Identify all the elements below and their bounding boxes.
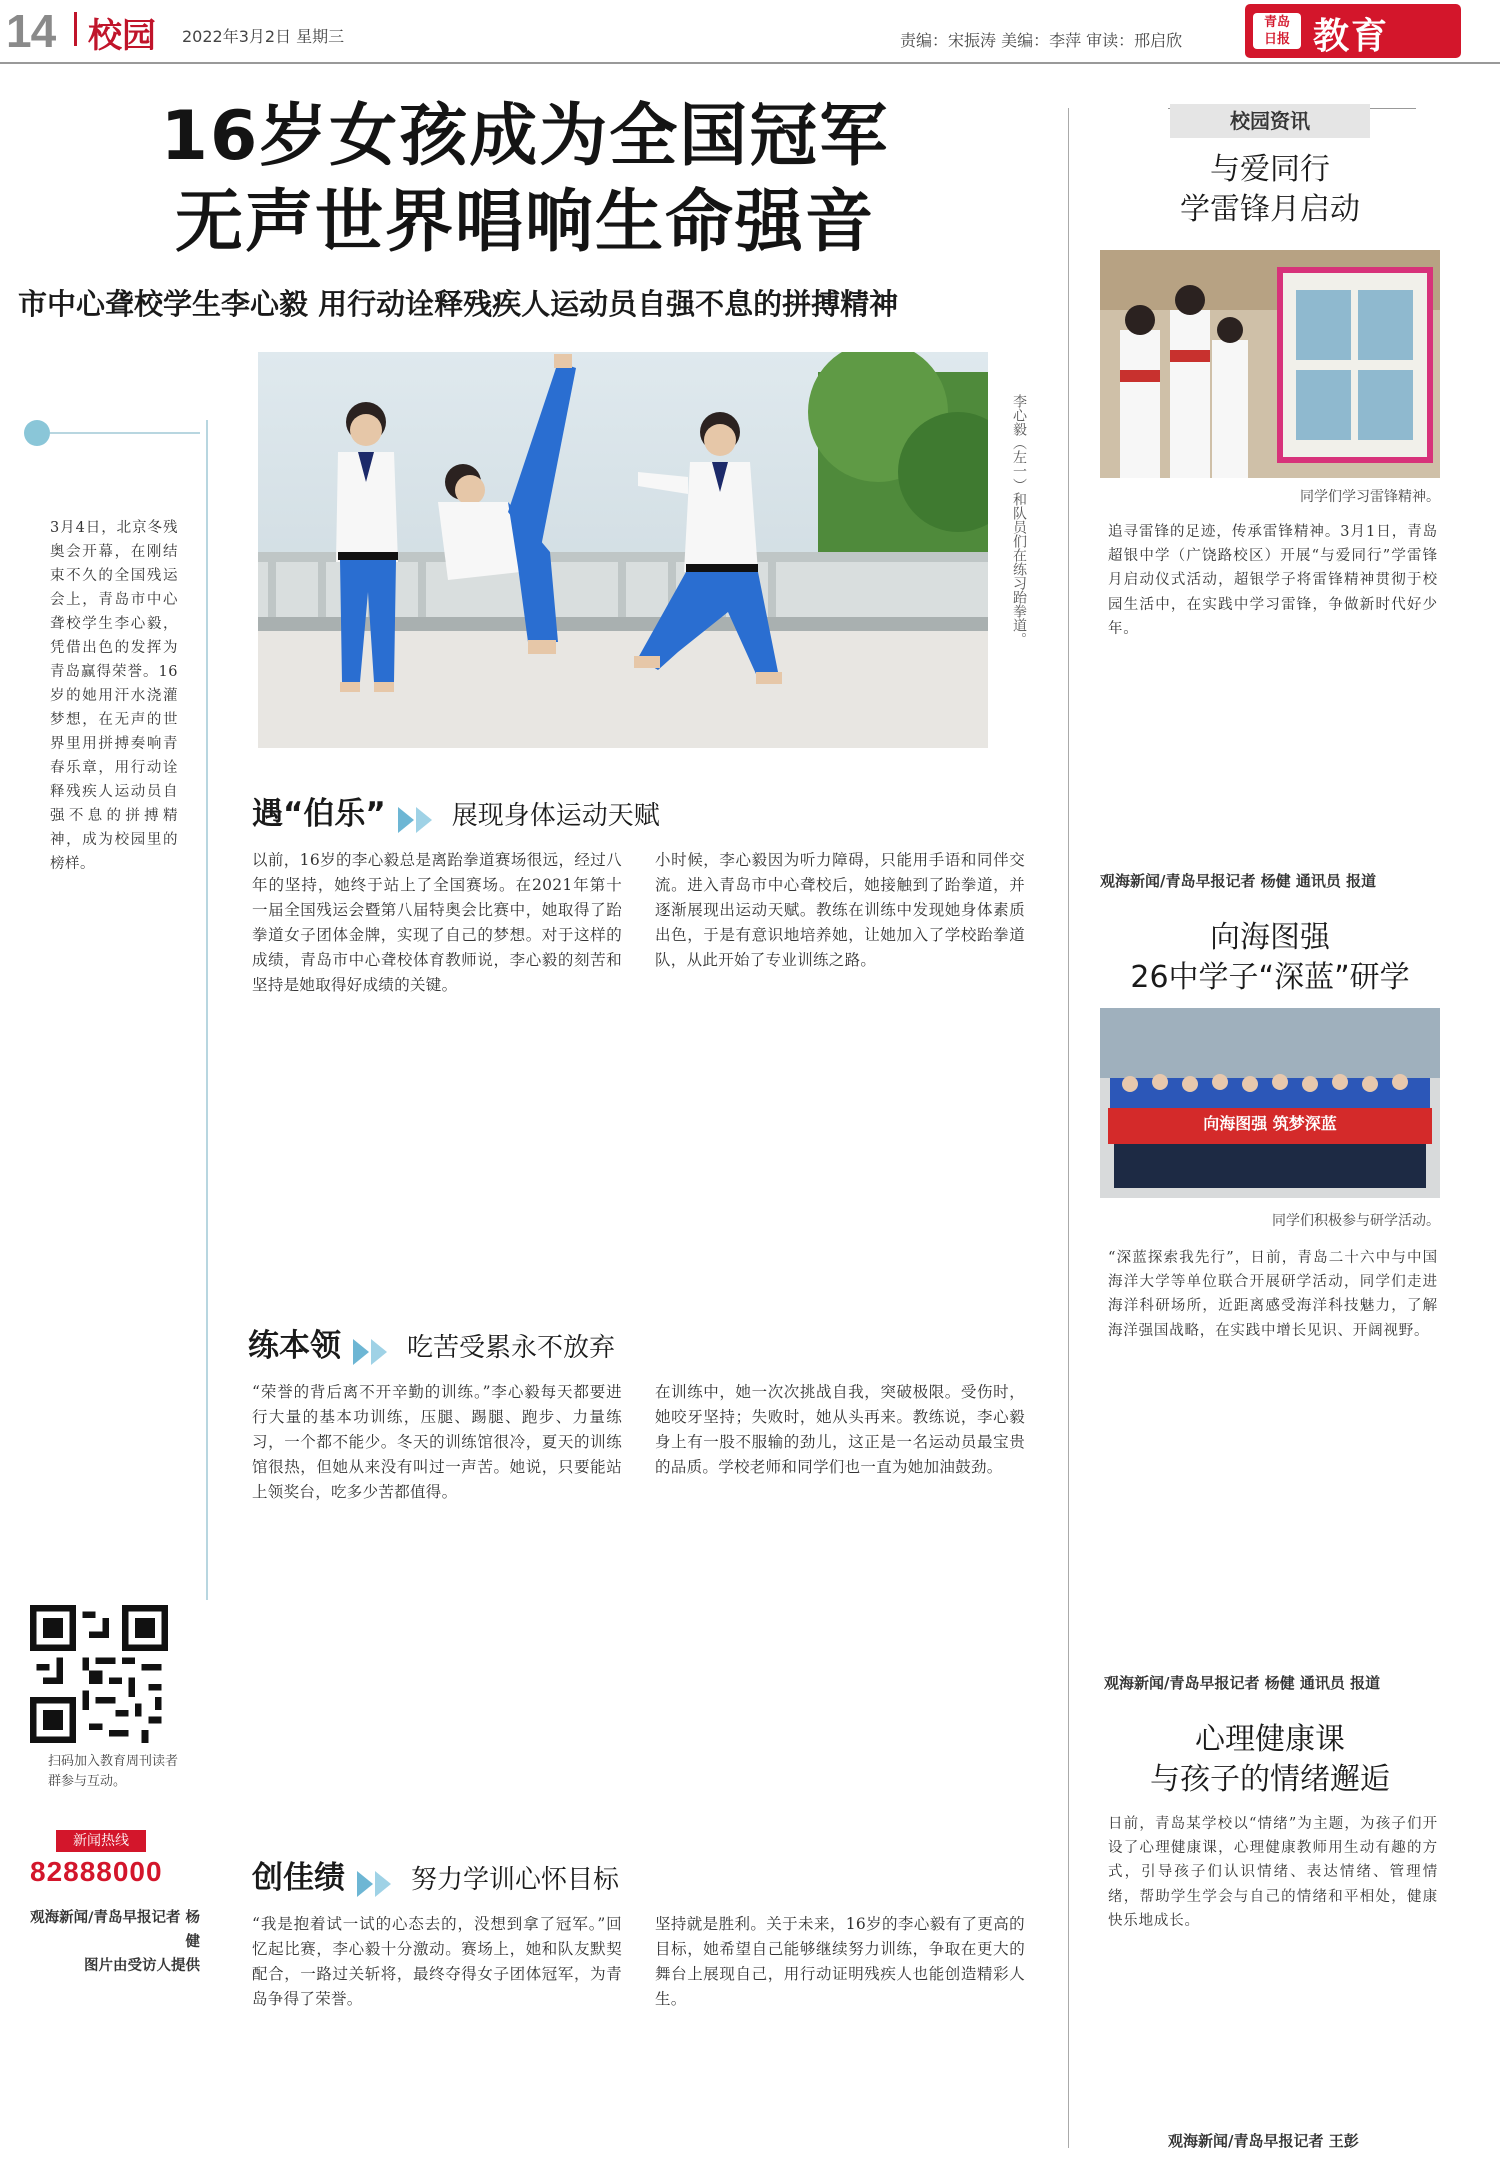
taekwondo-photo [258,352,988,748]
section-2-column-1: “荣誉的背后离不开辛勤的训练。”李心毅每天都要进行大量的基本功训练，压腿、踢腿、跑步、力量练习，一个都不能少。冬天的训练馆很冷，夏天的训练馆很热，但她从来没有叫过一声苦。她说，只要能站上领奖台，吃多少苦都值得。 [252,1383,622,1501]
section-heading-3 [252,1852,619,1899]
main-photo-caption: 李心毅（左一）和队员们在练习跆拳道。 [1011,394,1027,646]
brand-title: 教育 [1313,15,1390,57]
page-header [0,0,1500,62]
story-1-photo-caption: 同学们学习雷锋精神。 [1300,489,1440,505]
section-3-column-1: “我是抱着试一试的心态去的，没想到拿了冠军。”回忆起比赛，李心毅十分激动。赛场上，她和队友默契配合，一路过关斩将，最终夺得女子团体冠军，为青岛争得了荣誉。 [252,1915,622,2008]
header-rule [0,62,1500,64]
brand-badge [1245,4,1461,58]
section-name: 校园 [88,16,156,56]
reporter-credit: 观海新闻/青岛早报记者 杨健 图片由受访人提供 [30,1910,200,1974]
story-3-title: 心理健康课 与孩子的情绪邂逅 [1150,1722,1390,1797]
section-subtitle: 努力学训心怀目标 [411,1865,620,1895]
story-2-credit: 观海新闻/青岛早报记者 杨健 通讯员 报道 [1104,1674,1381,1692]
section-title: 创佳绩 [252,1860,345,1896]
double-arrow-icon [351,1337,395,1367]
page-number: 14 [6,5,56,57]
story-1-title: 与爱同行 学雷锋月启动 [1180,152,1360,227]
hotline-label: 新闻热线 [56,1830,146,1852]
story-2-text: “深蓝探索我先行”，日前，青岛二十六中与中国海洋大学等单位联合开展研学活动，同学们走进海洋科研场所，近距离感受海洋科技魅力，了解海洋强国战略，在实践中增长见识、开阔视野。 [1108,1250,1438,1339]
subheadline: 市中心聋校学生李心毅 用行动诠释残疾人运动员自强不息的拼搏精神 [18,287,899,321]
issue-date: 2022年3月2日 星期三 [182,27,345,46]
headline-line-2: 无声世界唱响生命强音 [174,183,875,262]
headline-line-1: 16岁女孩成为全国冠军 [160,97,890,176]
campus-news-label: 校园资讯 [1170,104,1370,138]
section-1-column-1: 以前，16岁的李心毅总是离跆拳道赛场很远，经过八年的坚持，她终于站上了全国赛场。在2021年第十一届全国残运会暨第八届特奥会比赛中，她取得了跆拳道女子团体金牌，实现了自己的梦想。对于这样的成绩，青岛市中心聋校体育教师说，李心毅的刻苦和坚持是她取得好成绩的关键。 [252,851,622,994]
section-1-column-2: 小时候，李心毅因为听力障碍，只能用手语和同伴交流。进入青岛市中心聋校后，她接触到了跆拳道，并逐渐展现出运动天赋。教练在训练中发现她身体素质出色，于是有意识地培养她，让她加入了学校跆拳道队，从此开始了专业训练之路。 [655,851,1025,969]
section-heading-2 [248,1320,615,1367]
section-subtitle: 展现身体运动天赋 [451,801,660,831]
editor-credits: 责编：宋振涛 美编：李萍 审读：邢启欣 [900,31,1183,50]
section-heading-1 [252,788,660,835]
decorative-line [50,432,200,434]
right-column-divider [1068,108,1069,2148]
story-1-credit: 观海新闻/青岛早报记者 杨健 通讯员 报道 [1100,872,1377,890]
section-title: 遇“伯乐” [252,796,386,832]
story-1-photo [1100,250,1440,478]
newspaper-logo: 青岛 日报 [1253,13,1301,49]
story-2-photo-caption: 同学们积极参与研学活动。 [1272,1213,1440,1229]
hotline-number[interactable]: 82888000 [30,1856,163,1887]
story-2-title: 向海图强 26中学子“深蓝”研学 [1130,920,1410,995]
double-arrow-icon [355,1869,399,1899]
story-3-credit: 观海新闻/青岛早报记者 王彭 [1168,2132,1359,2150]
lead-paragraph: 3月4日，北京冬残奥会开幕，在刚结束不久的全国残运会上，青岛市中心聋校学生李心毅，凭借出色的发挥为青岛赢得荣誉。16岁的她用汗水浇灌梦想，在无声的世界里用拼搏奏响青春乐章，用行动诠释残疾人运动员自强不息的拼搏精神，成为校园里的榜样。 [50,520,178,872]
story-2-banner-text: 向海图强 筑梦深蓝 [1203,1114,1337,1133]
qr-caption: 扫码加入教育周刊读者群参与互动。 [48,1754,179,1789]
story-3-text: 日前，青岛某学校以“情绪”为主题，为孩子们开设了心理健康课，心理健康教师用生动有趣的方式，引导孩子们认识情绪、表达情绪、管理情绪，帮助学生学会与自己的情绪和平相处，健康快乐地成长。 [1108,1816,1438,1929]
double-arrow-icon [396,805,440,835]
main-photo [258,352,988,748]
section-subtitle: 吃苦受累永不放弃 [407,1333,616,1363]
story-2-photo [1100,1008,1440,1198]
header-divider [74,12,77,46]
decorative-dot [24,420,50,446]
section-3-column-2: 坚持就是胜利。关于未来，16岁的李心毅有了更高的目标，她希望自己能够继续努力训练，争取在更大的舞台上展现自己，用行动证明残疾人也能创造精彩人生。 [655,1915,1025,2008]
section-2-column-2: 在训练中，她一次次挑战自我，突破极限。受伤时，她咬牙坚持；失败时，她从头再来。教练说，李心毅身上有一股不服输的劲儿，这正是一名运动员最宝贵的品质。学校老师和同学们也一直为她加油鼓劲。 [655,1383,1025,1476]
section-title: 练本领 [248,1328,341,1364]
qr-code[interactable] [30,1605,168,1743]
story-1-text: 追寻雷锋的足迹，传承雷锋精神。3月1日，青岛超银中学（广饶路校区）开展“与爱同行”学雷锋月启动仪式活动，超银学子将雷锋精神贯彻于校园生活中，在实践中学习雷锋，争做新时代好少年。 [1108,524,1438,637]
